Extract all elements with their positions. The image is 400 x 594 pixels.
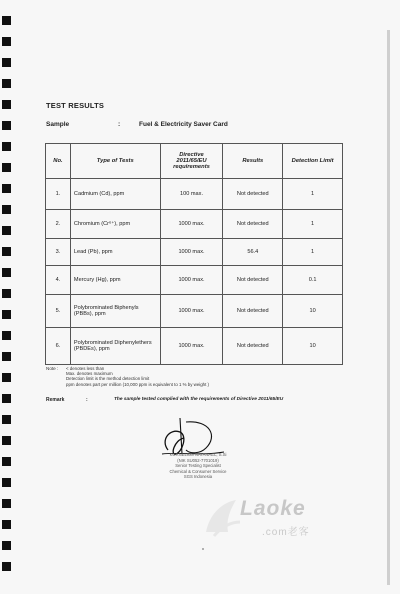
page-dot	[202, 548, 204, 550]
row-limit: 0.1	[283, 266, 343, 295]
signatory-title: Senior Testing Specialist	[175, 463, 221, 469]
row-result: Not detected	[223, 295, 283, 328]
sample-colon: :	[118, 121, 121, 128]
row-no: 1.	[46, 179, 71, 210]
row-test: Polybrominated Biphenyls (PBBs), ppm	[70, 295, 160, 328]
row-no: 2.	[46, 210, 71, 239]
row-result: Not detected	[223, 210, 283, 239]
results-table	[45, 143, 343, 365]
row-requirement: 1000 max.	[160, 295, 223, 328]
header-detection-limit: Detection Limit	[283, 144, 343, 179]
note-line: Detection limit is the method detection limit	[66, 376, 150, 382]
row-no: 3.	[46, 239, 71, 266]
row-test: Lead (Pb), ppm	[70, 239, 160, 266]
table-row	[46, 239, 343, 266]
row-limit: 1	[283, 210, 343, 239]
row-result: Not detected	[223, 179, 283, 210]
header-results: Results	[223, 144, 283, 179]
row-limit: 1	[283, 239, 343, 266]
row-test: Polybrominated Diphenylethers (PBDEs), ppm	[70, 328, 160, 365]
row-limit: 10	[283, 328, 343, 365]
table-row	[46, 210, 343, 239]
row-no: 6.	[46, 328, 71, 365]
row-test: Mercury (Hg), ppm	[70, 266, 160, 295]
row-limit: 1	[283, 179, 343, 210]
binding-holes	[0, 0, 14, 594]
row-result: 56.4	[223, 239, 283, 266]
row-requirement: 1000 max.	[160, 328, 223, 365]
row-no: 5.	[46, 295, 71, 328]
row-result: Not detected	[223, 328, 283, 365]
signatory-id: (NIK SU052-7701019)	[177, 457, 219, 463]
note-line: Max. denotes maximum	[66, 371, 113, 377]
header-type-of-tests: Type of Tests	[70, 144, 160, 179]
header-no: No.	[46, 144, 71, 179]
row-requirement: 100 max.	[160, 179, 223, 210]
row-limit: 10	[283, 295, 343, 328]
row-requirement: 1000 max.	[160, 239, 223, 266]
page-title: TEST RESULTS	[46, 101, 105, 110]
table-row	[46, 266, 343, 295]
row-result: Not detected	[223, 266, 283, 295]
watermark-text: Laoke	[240, 497, 306, 520]
watermark-subtext: .com老客	[262, 527, 310, 538]
note-label: Note :	[46, 366, 59, 371]
note-line: < denotes less than	[66, 366, 105, 371]
signatory-company: SGS Indonesia	[183, 474, 213, 480]
table-row	[46, 295, 343, 328]
row-requirement: 1000 max.	[160, 266, 223, 295]
page-edge	[387, 30, 390, 585]
table-row	[46, 179, 343, 210]
note-line: ppm denotes part per million (10,000 ppm is equivalent to 1 % by weight )	[66, 381, 210, 387]
row-test: Cadmium (Cd), ppm	[70, 179, 160, 210]
table-row	[46, 328, 343, 365]
row-test: Chromium (Cr⁶⁺), ppm	[70, 210, 160, 239]
sample-label: Sample	[46, 121, 70, 128]
table-header-row	[46, 144, 343, 179]
remark-colon: :	[86, 397, 88, 403]
notes-block	[66, 366, 209, 387]
row-requirement: 1000 max.	[160, 210, 223, 239]
signatory-department: Chemical & Consumer Service	[169, 468, 227, 474]
remark-label: Remark	[46, 397, 65, 403]
remark-text: The sample tested complied with the requirements of Directive 2011/65/EU	[114, 397, 284, 402]
row-no: 4.	[46, 266, 71, 295]
header-directive: Directive 2011/65/EU requirements	[160, 144, 223, 179]
signatory-block	[150, 452, 246, 480]
sample-value: Fuel & Electricity Saver Card	[139, 121, 228, 128]
signatory-name: KORNELIUS NATANAEL, S.Si	[169, 452, 227, 457]
